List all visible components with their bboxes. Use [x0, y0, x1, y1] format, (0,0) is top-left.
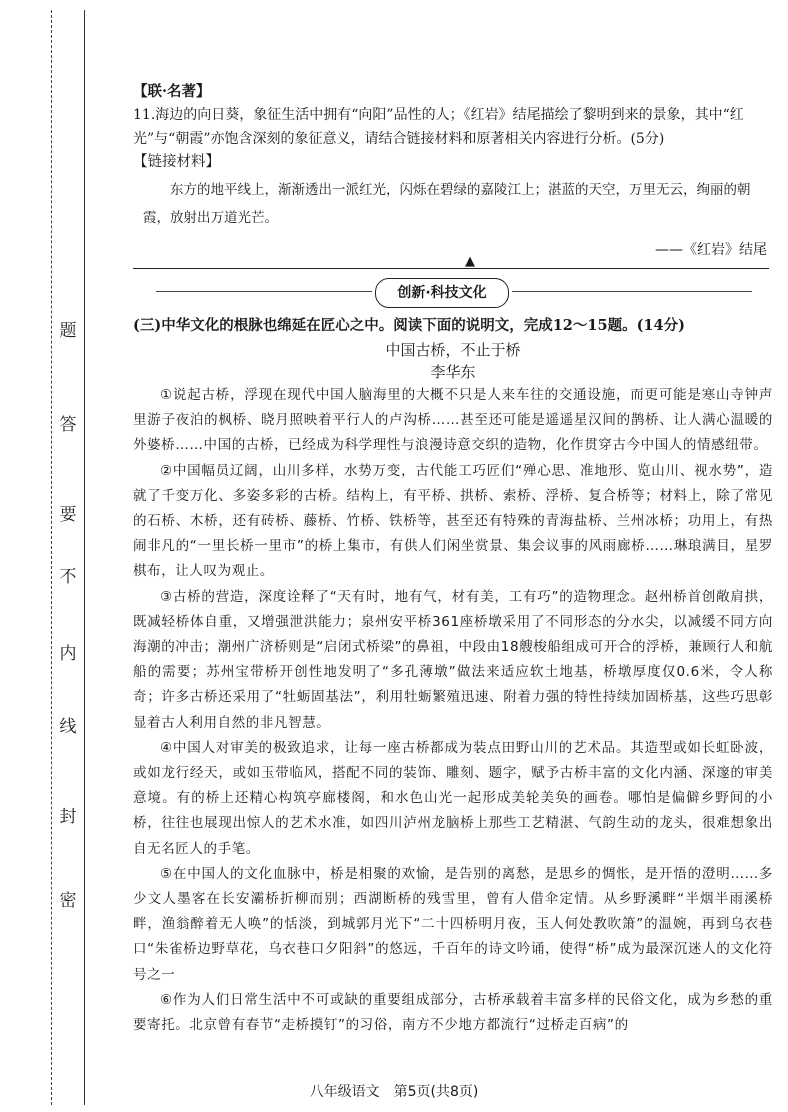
lianming-block [133, 80, 773, 262]
question-11 [133, 103, 773, 151]
article-title: 中国古桥，不止于桥 [385, 341, 521, 359]
seal-char: 要 [57, 504, 79, 526]
article-author: 李华东 [430, 363, 476, 381]
article-paragraph: ④中国人对审美的极致追求，让每一座古桥都成为装点田野山川的艺术品。其造型或如长虹卧波，或如龙行经天，或如玉带临风，搭配不同的装饰、雕刻、题字，赋予古桥丰富的文化内涵、深邃的审美意境。有的桥上还精心构筑亭廊楼阁，和水色山光一起形成美轮美奂的画卷。哪怕是偏僻乡野间的小桥，往往也展现出惊人的艺术水准，如四川泸州龙脑桥上那些工艺精湛、气韵生动的龙头，很难想象出自无名匠人的手笔。 [133, 739, 773, 857]
seal-char: 答 [57, 414, 79, 436]
link-material-source: ——《红岩》结尾 [655, 242, 767, 258]
lianming-label: 【联·名著】 [133, 83, 211, 100]
section-3-heading: (三)中华文化的根脉也绵延在匠心之中。阅读下面的说明文，完成12～15题。(14分) [133, 317, 685, 334]
page-footer: 八年级语文 第5页(共8页) [309, 1084, 479, 1100]
binding-margin [0, 0, 100, 1112]
seal-char: 封 [57, 806, 79, 828]
section-divider [133, 268, 769, 269]
seal-solid-line [84, 10, 85, 1105]
seal-dashed-line [51, 10, 52, 1105]
article-paragraph: ③古桥的营造，深度诠释了“天有时，地有气，材有美，工有巧”的造物理念。赵州桥首创敞肩拱，既减轻桥体自重，又增强泄洪能力；泉州安平桥361座桥墩采用了不同形态的分水尖，以减缓不同方向海潮的冲击；潮州广济桥则是“启闭式桥梁”的鼻祖，中段由18艘梭船组成可开合的浮桥，兼顾行人和航船的需要；苏州宝带桥开创性地发明了“多孔薄墩”做法来适应软土地基，桥墩厚度仅0.6米，令人称奇；许多古桥还采用了“牡蛎固基法”，利用牡蛎繁殖迅速、附着力强的特性持续加固桥基，这些巧思彰显着古人利用自然的非凡智慧。 [133, 588, 773, 731]
question-11-text: 海边的向日葵，象征生活中拥有“向阳”品性的人；《红岩》结尾描绘了黎明到来的景象，其中“红光”与“朝霞”亦饱含深刻的象征意义，请结合链接材料和原著相关内容进行分析。(5分) [133, 107, 744, 147]
seal-char: 密 [57, 890, 79, 912]
reading-section-3 [133, 314, 773, 1038]
section-banner: 创新·科技文化 [375, 278, 509, 308]
seal-char: 内 [57, 643, 79, 665]
seal-char: 题 [57, 320, 79, 342]
seal-char: 不 [57, 566, 79, 588]
article-paragraph: ⑤在中国人的文化血脉中，桥是相聚的欢愉，是告别的离愁，是思乡的惆怅，是开悟的澄明……多少文人墨客在长安灞桥折柳而别；西湖断桥的残雪里，曾有人借伞定情。从乡野溪畔“半烟半雨溪桥畔，渔翁醉着无人唤”的恬淡，到城郭月光下“二十四桥明月夜，玉人何处教吹箫”的温婉，再到乌衣巷口“朱雀桥边野草花，乌衣巷口夕阳斜”的悠远，千百年的诗文吟诵，使得“桥”成为最深沉迷人的文化符号之一 [133, 865, 773, 983]
seal-char: 线 [57, 716, 79, 738]
article-paragraph: ②中国幅员辽阔，山川多样，水势万变，古代能工巧匠们“殚心思、准地形、览山川、视水势”，造就了千变万化、多姿多彩的古桥。结构上，有平桥、拱桥、索桥、浮桥、复合桥等；材料上，除了常见的石桥、木桥，还有砖桥、藤桥、竹桥、铁桥等，甚至还有特殊的青海盐桥、兰州冰桥；功用上，有热闹非凡的“一里长桥一里市”的桥上集市，有供人们闲坐赏景、集会议事的风雨廊桥……琳琅满目，星罗棋布，让人叹为观止。 [133, 462, 773, 580]
link-material-text: 东方的地平线上，渐渐透出一派红光，闪烁在碧绿的嘉陵江上；湛蓝的天空，万里无云，绚丽的朝霞，放射出万道光芒。 [143, 182, 751, 226]
article-paragraph: ①说起古桥，浮现在现代中国人脑海里的大概不只是人来车往的交通设施，而更可能是寒山寺钟声里游子夜泊的枫桥、晓月照映着平行人的卢沟桥……甚至还可能是遥遥星汉间的鹊桥、让人满心温暖的外婆桥……中国的古桥，已经成为科学理性与浪漫诗意交织的造物，化作贯穿古今中国人的情感纽带。 [133, 387, 773, 454]
link-material-label: 【链接材料】 [133, 154, 220, 170]
article-paragraph: ⑥作为人们日常生活中不可或缺的重要组成部分，古桥承载着丰富多样的民俗文化，成为乡愁的重要寄托。北京曾有春节“走桥摸钉”的习俗，南方不少地方都流行“过桥走百病”的 [133, 991, 773, 1034]
banner-wing-right [512, 291, 752, 292]
triangle-marker: ▲ [465, 254, 475, 269]
question-11-number: 11. [133, 107, 156, 123]
banner-wing-left [156, 291, 372, 292]
